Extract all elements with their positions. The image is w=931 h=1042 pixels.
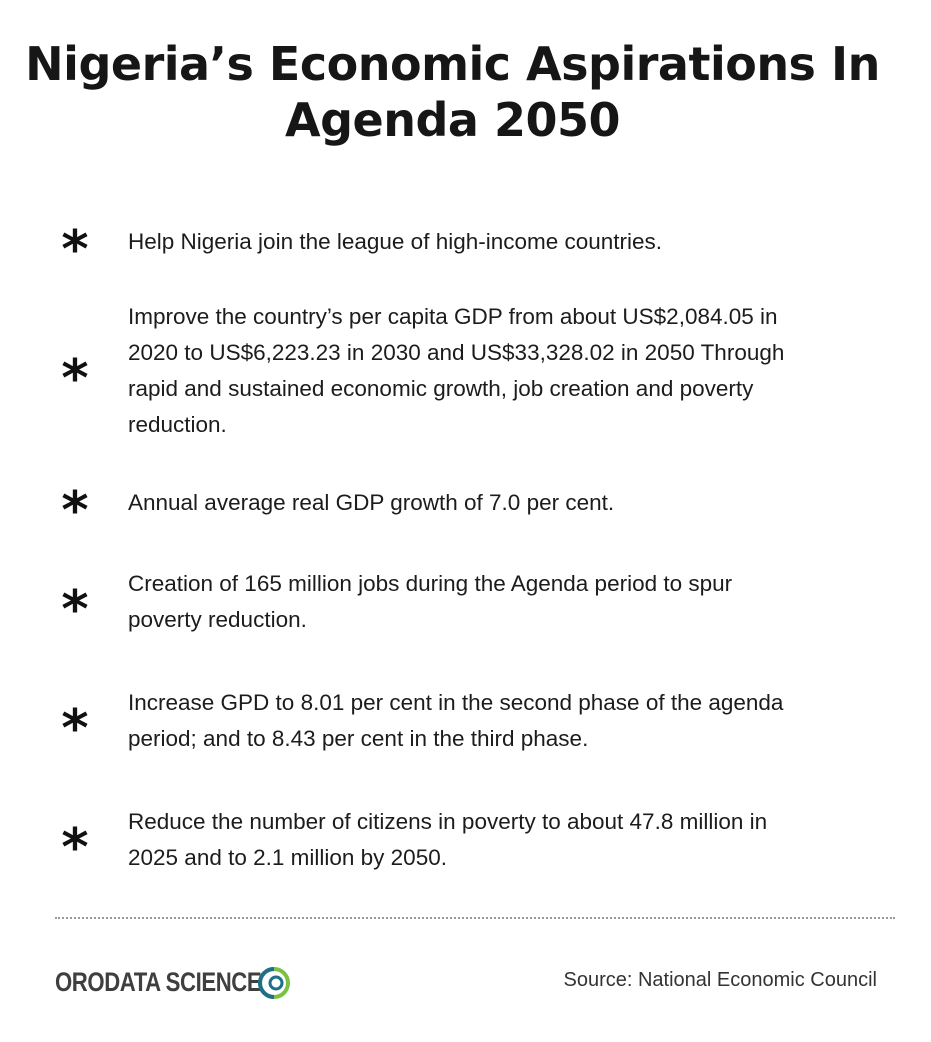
page-title-line-1: Nigeria’s Economic Aspirations In: [25, 37, 880, 91]
list-item-text: Improve the country’s per capita GDP from about US$2,084.05 in 2020 to US$6,223.23 in 2030 and US$33,328.02 in 2050 Through rapid and sustained economic growth, job creation and poverty reduction.: [128, 304, 785, 437]
asterisk-bullet-icon: *: [61, 220, 89, 280]
list-item-text: Reduce the number of citizens in poverty to about 47.8 million in 2025 and to 2.1 million by 2050.: [128, 809, 768, 870]
list-item-text: Increase GPD to 8.01 per cent in the second phase of the agenda period; and to 8.43 per cent in the third phase.: [128, 690, 784, 751]
list-item-text: Creation of 165 million jobs during the Agenda period to spur poverty reduction.: [128, 571, 733, 632]
page-title: [0, 36, 905, 148]
asterisk-bullet-icon: *: [61, 699, 89, 759]
brand-logo: [55, 962, 307, 1002]
footer-divider: [55, 917, 895, 919]
list-item-text: Annual average real GDP growth of 7.0 per cent.: [128, 490, 615, 515]
source-note: Source: National Economic Council: [563, 969, 877, 991]
asterisk-bullet-icon: *: [61, 818, 89, 878]
asterisk-bullet-icon: *: [61, 481, 89, 541]
brand-logo-text: ORODATA SCIENCE: [55, 966, 262, 997]
list-item-text: Help Nigeria join the league of high-income countries.: [128, 229, 663, 254]
page-title-line-2: Agenda 2050: [285, 93, 620, 147]
asterisk-bullet-icon: *: [61, 349, 89, 409]
asterisk-bullet-icon: *: [61, 580, 89, 640]
orodata-ring-icon: [255, 964, 293, 1007]
